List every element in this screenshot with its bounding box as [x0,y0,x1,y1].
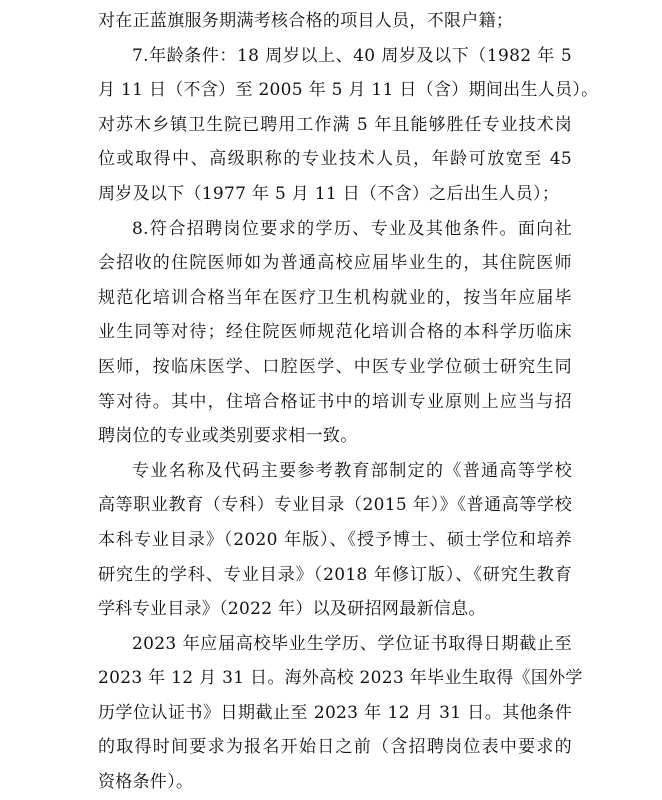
text-line: 7.年龄条件：18 周岁以上、40 周岁及以下（1982 年 5 [132,45,572,66]
text-line: 2023 年应届高校毕业生学历、学位证书取得日期截止至 [132,633,572,654]
text-line: 会招收的住院医师如为普通高校应届毕业生的，其住院医师 [98,253,572,274]
text-line: 2023 年 12 月 31 日。海外高校 2023 年毕业生取得《国外学 [98,668,583,689]
text-line: 专业名称及代码主要参考教育部制定的《普通高等学校 [132,460,572,481]
text-line: 学科专业目录》（2022 年）以及研招网最新信息。 [98,599,486,620]
text-line: 等对待。其中，住培合格证书中的培训专业原则上应当与招 [98,391,572,412]
text-line: 位或取得中、高级职称的专业技术人员，年龄可放宽至 45 [98,149,572,170]
text-line: 对在正蓝旗服务期满考核合格的项目人员，不限户籍； [98,11,514,31]
document-body [98,4,599,800]
text-line: 医师，按临床医学、口腔医学、中医专业学位硕士研究生同 [98,356,572,377]
text-line: 业生同等对待；经住院医师规范化培训合格的本科学历临床 [98,322,572,343]
text-line: 本科专业目录》（2020 年版）、《授予博士、硕士学位和培养 [98,529,572,550]
text-line: 8.符合招聘岗位要求的学历、专业及其他条件。面向社 [132,218,572,239]
text-line: 高等职业教育（专科）专业目录（2015 年）》《普通高等学校 [98,495,572,516]
text-line: 对苏木乡镇卫生院已聘用工作满 5 年且能够胜任专业技术岗 [98,114,572,135]
text-line: 聘岗位的专业或类别要求相一致。 [98,426,358,447]
text-line: 规范化培训合格当年在医疗卫生机构就业的，按当年应届毕 [98,287,572,308]
text-line: 周岁及以下（1977 年 5 月 11 日（不含）之后出生人员）； [98,183,560,204]
text-line: 月 11 日（不含）至 2005 年 5 月 11 日（含）期间出生人员）。 [98,80,599,101]
text-line: 的取得时间要求为报名开始日之前（含招聘岗位表中要求的 [98,737,572,758]
text-line: 历学位认证书》日期截止至 2023 年 12 月 31 日。其他条件 [98,702,572,723]
text-line: 研究生的学科、专业目录》（2018 年修订版）、《研究生教育 [98,564,572,585]
text-line: 资格条件）。 [98,772,194,793]
